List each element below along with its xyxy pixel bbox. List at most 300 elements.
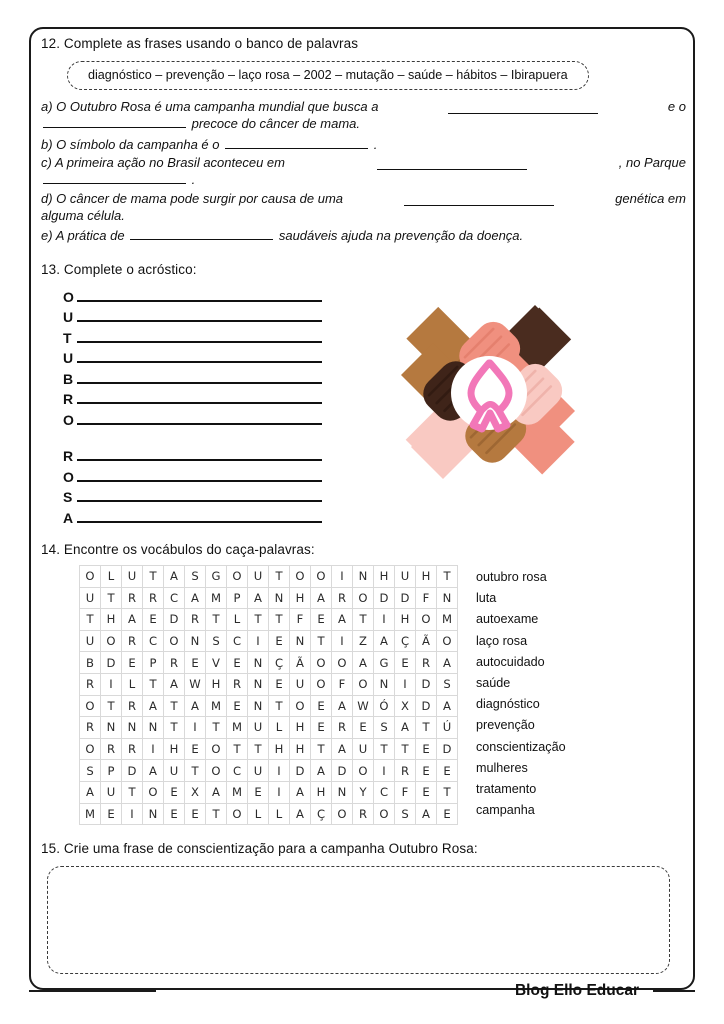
word-search-cell[interactable]: A <box>332 738 353 760</box>
item-e-line <box>41 226 686 247</box>
word-search-cell[interactable]: F <box>416 587 437 609</box>
answer-box[interactable] <box>47 866 670 974</box>
word-list-item: diagnóstico <box>476 697 540 712</box>
word-search-cell[interactable]: A <box>374 630 395 652</box>
word-search-cell[interactable]: L <box>269 803 290 825</box>
word-search-cell[interactable]: O <box>374 803 395 825</box>
word-search-cell[interactable]: N <box>290 630 311 652</box>
word-list-item: prevenção <box>476 718 535 733</box>
word-search-cell[interactable]: U <box>353 738 374 760</box>
word-search-cell[interactable]: Ç <box>395 630 416 652</box>
word-search-cell[interactable]: T <box>311 738 332 760</box>
word-search-cell[interactable]: W <box>353 695 374 717</box>
word-search-cell[interactable]: T <box>206 803 227 825</box>
word-search-cell[interactable]: Ã <box>290 652 311 674</box>
word-search-cell[interactable]: A <box>332 609 353 631</box>
word-search-cell[interactable]: I <box>332 630 353 652</box>
word-list-item: autoexame <box>476 612 539 627</box>
word-search-cell[interactable]: O <box>311 566 332 588</box>
word-search-cell[interactable]: T <box>269 695 290 717</box>
word-search-cell[interactable]: E <box>311 609 332 631</box>
word-search-cell[interactable]: A <box>290 803 311 825</box>
word-search-cell[interactable]: R <box>353 803 374 825</box>
blank-e-1[interactable] <box>130 227 273 240</box>
word-search-cell[interactable]: F <box>290 609 311 631</box>
word-search-cell[interactable]: M <box>206 695 227 717</box>
word-search-cell[interactable]: O <box>353 673 374 695</box>
word-search-cell[interactable]: O <box>332 652 353 674</box>
word-search-cell[interactable]: O <box>311 673 332 695</box>
word-search-row <box>80 652 458 674</box>
word-search-cell[interactable]: R <box>122 630 143 652</box>
word-search-cell[interactable]: O <box>227 803 248 825</box>
word-search-cell[interactable]: A <box>185 695 206 717</box>
word-search-cell[interactable]: E <box>311 717 332 739</box>
word-search-cell[interactable]: E <box>353 717 374 739</box>
blank-a-2[interactable] <box>43 115 186 128</box>
word-search-cell[interactable]: Z <box>353 630 374 652</box>
acrostic-letter: T <box>63 329 72 346</box>
word-search-cell[interactable]: D <box>332 760 353 782</box>
word-search-cell[interactable]: O <box>206 760 227 782</box>
word-search-cell[interactable]: O <box>80 566 101 588</box>
blank-d-1[interactable] <box>404 193 554 206</box>
word-search-cell[interactable]: D <box>122 760 143 782</box>
word-search-cell[interactable]: E <box>437 760 458 782</box>
word-search-cell[interactable]: A <box>311 760 332 782</box>
word-search-cell[interactable]: H <box>101 609 122 631</box>
acrostic-letter: A <box>63 509 74 526</box>
word-search-cell[interactable]: E <box>269 673 290 695</box>
word-search-cell[interactable]: N <box>248 652 269 674</box>
word-search-cell[interactable]: I <box>374 609 395 631</box>
item-c-text3: . <box>191 172 196 187</box>
word-search-cell[interactable]: P <box>143 652 164 674</box>
word-search-cell[interactable]: T <box>437 781 458 803</box>
word-search-cell[interactable]: I <box>101 673 122 695</box>
word-search-cell[interactable]: U <box>164 760 185 782</box>
word-search-cell[interactable]: H <box>311 781 332 803</box>
acrostic-blank-line[interactable] <box>77 500 322 502</box>
word-search-cell[interactable]: N <box>353 566 374 588</box>
word-bank: diagnóstico – prevenção – laço rosa – 2002 – mutação – saúde – hábitos – Ibirapuera <box>67 61 589 90</box>
word-search-row <box>80 717 458 739</box>
word-search-cell[interactable]: E <box>227 652 248 674</box>
word-search-cell[interactable]: U <box>290 673 311 695</box>
word-search-cell[interactable]: E <box>185 738 206 760</box>
word-search-cell[interactable]: D <box>101 652 122 674</box>
word-search-cell[interactable]: C <box>374 781 395 803</box>
acrostic-row-top-1 <box>63 307 686 328</box>
word-search-cell[interactable]: O <box>311 652 332 674</box>
word-search-cell[interactable]: C <box>143 630 164 652</box>
question-12-section <box>41 36 686 247</box>
word-search-cell[interactable]: T <box>227 738 248 760</box>
word-search-cell[interactable]: R <box>164 652 185 674</box>
word-search-cell[interactable]: N <box>437 587 458 609</box>
word-search-cell[interactable]: D <box>416 695 437 717</box>
word-list-item: saúde <box>476 676 511 691</box>
word-search-cell[interactable]: O <box>290 695 311 717</box>
word-search-cell[interactable]: H <box>290 587 311 609</box>
word-search-cell[interactable]: Ó <box>374 695 395 717</box>
word-search-cell[interactable]: U <box>122 566 143 588</box>
word-list-item: laço rosa <box>476 633 528 648</box>
item-e-text2: saudáveis ajuda na prevenção da doença. <box>278 228 524 243</box>
word-search-cell[interactable]: D <box>395 587 416 609</box>
question-15-section <box>41 841 686 974</box>
word-search-cell[interactable]: R <box>332 587 353 609</box>
word-search-row <box>80 803 458 825</box>
word-search-cell[interactable]: R <box>122 695 143 717</box>
word-search-cell[interactable]: I <box>143 738 164 760</box>
word-search-cell[interactable]: R <box>185 609 206 631</box>
word-search-cell[interactable]: U <box>80 587 101 609</box>
word-search-cell[interactable]: E <box>227 695 248 717</box>
word-search-cell[interactable]: E <box>185 652 206 674</box>
word-search-cell[interactable]: T <box>101 587 122 609</box>
word-search-cell[interactable]: N <box>143 717 164 739</box>
blank-b-1[interactable] <box>225 136 368 149</box>
word-search-cell[interactable]: T <box>122 781 143 803</box>
word-search-cell[interactable]: H <box>290 738 311 760</box>
word-search-cell[interactable]: N <box>185 630 206 652</box>
word-search-cell[interactable]: R <box>227 673 248 695</box>
acrostic-letter: O <box>63 288 74 305</box>
item-d-line2: alguma célula. <box>41 207 125 223</box>
item-c-text1: c) A primeira ação no Brasil aconteceu em <box>41 155 285 170</box>
word-search-cell[interactable]: A <box>437 695 458 717</box>
word-search-cell[interactable]: N <box>269 587 290 609</box>
word-search-cell[interactable]: R <box>332 717 353 739</box>
word-search-cell[interactable]: N <box>101 717 122 739</box>
word-search-cell[interactable]: I <box>185 717 206 739</box>
word-search-cell[interactable]: T <box>374 738 395 760</box>
word-search-cell[interactable]: O <box>437 630 458 652</box>
word-search-cell[interactable]: Ç <box>311 803 332 825</box>
word-search-cell[interactable]: H <box>206 673 227 695</box>
acrostic-blank-line[interactable] <box>77 480 322 482</box>
word-search-cell[interactable]: O <box>143 781 164 803</box>
acrostic-row-top-6 <box>63 410 686 431</box>
word-search-cell[interactable]: I <box>122 803 143 825</box>
word-search-cell[interactable]: T <box>269 566 290 588</box>
word-search-cell[interactable]: C <box>164 587 185 609</box>
word-search-cell[interactable]: H <box>395 609 416 631</box>
word-search-cell[interactable]: P <box>101 760 122 782</box>
word-search-cell[interactable]: T <box>185 760 206 782</box>
word-search-cell[interactable]: R <box>101 738 122 760</box>
word-search-cell[interactable]: E <box>416 738 437 760</box>
word-search-cell[interactable]: O <box>332 803 353 825</box>
word-search-cell[interactable]: E <box>437 803 458 825</box>
word-search-cell[interactable]: L <box>269 717 290 739</box>
word-search-cell[interactable]: A <box>248 587 269 609</box>
four-arms-pink-ribbon-illustration <box>385 283 590 505</box>
word-search-word-list <box>476 565 566 825</box>
word-search-cell[interactable]: O <box>80 695 101 717</box>
word-search-cell[interactable]: M <box>437 609 458 631</box>
word-search-cell[interactable]: H <box>290 717 311 739</box>
word-search-cell[interactable]: O <box>227 566 248 588</box>
word-search-cell[interactable]: G <box>206 566 227 588</box>
word-search-cell[interactable]: R <box>122 738 143 760</box>
word-search-cell[interactable]: T <box>248 609 269 631</box>
word-search-cell[interactable]: H <box>416 566 437 588</box>
footer <box>29 978 695 1004</box>
acrostic-row-top-3 <box>63 348 686 369</box>
acrostic-letter: R <box>63 448 74 465</box>
word-search-cell[interactable]: D <box>164 609 185 631</box>
word-search-cell[interactable]: T <box>101 695 122 717</box>
word-search-cell[interactable]: S <box>395 803 416 825</box>
acrostic-row-top-2 <box>63 328 686 349</box>
acrostic-blank-line[interactable] <box>77 320 322 322</box>
question-15-title: 15. Crie uma frase de conscientização para a campanha Outubro Rosa: <box>41 841 478 857</box>
word-search-cell[interactable]: D <box>374 587 395 609</box>
word-search-cell[interactable]: O <box>206 738 227 760</box>
word-search-cell[interactable]: X <box>185 781 206 803</box>
word-search-cell[interactable]: E <box>164 781 185 803</box>
word-search-cell[interactable]: E <box>164 803 185 825</box>
word-search-cell[interactable]: R <box>122 587 143 609</box>
word-search-cell[interactable]: A <box>332 695 353 717</box>
word-search-cell[interactable]: F <box>395 781 416 803</box>
acrostic-gap <box>63 430 686 446</box>
word-search-cell[interactable]: T <box>248 738 269 760</box>
question-13-title: 13. Complete o acróstico: <box>41 261 197 277</box>
word-search-cell[interactable]: M <box>227 781 248 803</box>
word-search-cell[interactable]: E <box>269 630 290 652</box>
word-search-cell[interactable]: S <box>80 760 101 782</box>
word-search-cell[interactable]: T <box>143 566 164 588</box>
blank-c-2[interactable] <box>43 171 186 184</box>
word-search-cell[interactable]: H <box>164 738 185 760</box>
acrostic-letter: O <box>63 468 74 485</box>
word-search-cell[interactable]: R <box>395 760 416 782</box>
word-search-cell[interactable]: C <box>227 760 248 782</box>
word-search-cell[interactable]: B <box>80 652 101 674</box>
word-search-cell[interactable]: R <box>80 673 101 695</box>
word-list-item: outubro rosa <box>476 570 547 584</box>
item-d-text2: genética em <box>615 190 686 206</box>
word-search-cell[interactable]: I <box>374 760 395 782</box>
blank-c-1[interactable] <box>377 157 527 170</box>
word-list-item: tratamento <box>476 782 537 797</box>
word-search-cell[interactable]: N <box>332 781 353 803</box>
question-14-title: 14. Encontre os vocábulos do caça-palavras: <box>41 542 315 557</box>
word-search-cell[interactable]: W <box>185 673 206 695</box>
word-search-cell[interactable]: Ç <box>269 652 290 674</box>
word-search-cell[interactable]: D <box>437 738 458 760</box>
word-search-cell[interactable]: I <box>269 781 290 803</box>
word-search-cell[interactable]: U <box>80 630 101 652</box>
word-search-cell[interactable]: O <box>164 630 185 652</box>
word-search-cell[interactable]: U <box>101 781 122 803</box>
word-search-cell[interactable]: E <box>185 803 206 825</box>
word-search-cell[interactable]: M <box>206 587 227 609</box>
word-search-cell[interactable]: N <box>143 803 164 825</box>
word-search-cell[interactable]: S <box>206 630 227 652</box>
blank-a-1[interactable] <box>448 101 598 114</box>
word-search-cell[interactable]: D <box>416 673 437 695</box>
acrostic-row-top-0 <box>63 287 686 308</box>
word-search-cell[interactable]: A <box>416 803 437 825</box>
acrostic-row-top-5 <box>63 389 686 410</box>
word-search-cell[interactable]: H <box>269 738 290 760</box>
item-c-line2 <box>41 170 686 191</box>
item-d-text1: d) O câncer de mama pode surgir por causa de uma <box>41 190 344 206</box>
word-search-cell[interactable]: U <box>248 566 269 588</box>
word-search-cell[interactable]: A <box>122 609 143 631</box>
word-search-row <box>80 630 458 652</box>
word-search-cell[interactable]: D <box>290 760 311 782</box>
word-search-cell[interactable]: U <box>248 760 269 782</box>
item-b-text1: b) O símbolo da campanha é o <box>41 136 220 152</box>
word-search-cell[interactable]: A <box>164 673 185 695</box>
word-search-cell[interactable]: T <box>206 609 227 631</box>
word-search-cell[interactable]: L <box>248 803 269 825</box>
word-search-cell[interactable]: O <box>353 587 374 609</box>
word-search-cell[interactable]: Ú <box>437 717 458 739</box>
word-search-cell[interactable]: T <box>164 717 185 739</box>
item-a-line1 <box>41 99 686 114</box>
word-search-cell[interactable]: E <box>311 695 332 717</box>
word-search-cell[interactable]: T <box>437 566 458 588</box>
word-search-cell[interactable]: U <box>395 566 416 588</box>
word-search-cell[interactable]: M <box>227 717 248 739</box>
word-search-cell[interactable]: P <box>227 587 248 609</box>
question-12-items <box>41 99 686 247</box>
word-search-cell[interactable]: T <box>143 673 164 695</box>
item-a-text3: precoce do câncer de mama. <box>191 116 360 131</box>
word-search-cell[interactable]: A <box>143 695 164 717</box>
word-search-cell[interactable]: A <box>206 781 227 803</box>
acrostic-blank-line[interactable] <box>77 382 322 384</box>
word-search-cell[interactable]: Ã <box>416 630 437 652</box>
question-12-title: 12. Complete as frases usando o banco de palavras <box>41 36 359 51</box>
word-search-cell[interactable]: A <box>395 717 416 739</box>
word-search-cell[interactable]: A <box>185 587 206 609</box>
word-search-grid[interactable] <box>79 565 458 825</box>
word-search-cell[interactable]: O <box>290 566 311 588</box>
word-search-cell[interactable]: C <box>227 630 248 652</box>
word-search-cell[interactable]: T <box>269 609 290 631</box>
acrostic-blank-line[interactable] <box>77 402 322 404</box>
word-search-cell[interactable]: T <box>80 609 101 631</box>
word-search-cell[interactable]: E <box>416 760 437 782</box>
word-search-cell[interactable]: N <box>122 717 143 739</box>
word-search-cell[interactable]: A <box>437 652 458 674</box>
word-search-cell[interactable]: N <box>248 695 269 717</box>
word-search-cell[interactable]: E <box>101 803 122 825</box>
word-search-cell[interactable]: T <box>353 609 374 631</box>
acrostic-blank-line[interactable] <box>77 423 322 425</box>
word-search-cell[interactable]: O <box>353 760 374 782</box>
word-search-cell[interactable]: E <box>395 652 416 674</box>
word-list-item: luta <box>476 591 497 606</box>
acrostic-blank-line[interactable] <box>77 459 322 461</box>
word-search-cell[interactable]: R <box>143 587 164 609</box>
word-search-cell[interactable]: E <box>248 781 269 803</box>
word-list-item: campanha <box>476 803 535 818</box>
acrostic-row-bottom-0 <box>63 446 686 467</box>
word-search-cell[interactable]: A <box>143 760 164 782</box>
acrostic-letter: S <box>63 489 73 506</box>
footer-rule-right <box>653 990 695 992</box>
word-search-cell[interactable]: T <box>206 717 227 739</box>
word-search-cell[interactable]: Y <box>353 781 374 803</box>
word-search-cell[interactable]: T <box>395 738 416 760</box>
word-search-cell[interactable]: S <box>437 673 458 695</box>
word-search-cell[interactable]: G <box>374 652 395 674</box>
word-search-cell[interactable]: T <box>164 695 185 717</box>
item-e-text1: e) A prática de <box>41 228 125 243</box>
question-14-section <box>41 542 686 825</box>
acrostic-letter: U <box>63 309 74 326</box>
word-search-cell[interactable]: F <box>332 673 353 695</box>
word-search-cell[interactable]: I <box>269 760 290 782</box>
word-search-cell[interactable]: A <box>80 781 101 803</box>
acrostic-blank-line[interactable] <box>77 521 322 523</box>
word-search-cell[interactable]: T <box>416 717 437 739</box>
footer-label: Blog Ello Educar <box>514 982 639 999</box>
word-search-cell[interactable]: R <box>416 652 437 674</box>
word-search-row <box>80 760 458 782</box>
word-search-cell[interactable]: E <box>416 781 437 803</box>
word-search-cell[interactable]: I <box>248 630 269 652</box>
content-area <box>41 36 686 974</box>
word-search-cell[interactable]: I <box>332 566 353 588</box>
word-search-cell[interactable]: U <box>248 717 269 739</box>
word-search-cell[interactable]: L <box>122 673 143 695</box>
word-search-cell[interactable]: T <box>311 630 332 652</box>
item-a-text1: a) O Outubro Rosa é uma campanha mundial que busca a <box>41 99 379 114</box>
word-search-cell[interactable]: N <box>248 673 269 695</box>
word-search-cell[interactable]: M <box>80 803 101 825</box>
word-search-cell[interactable]: N <box>374 673 395 695</box>
item-a-line2 <box>41 114 686 135</box>
word-search-cell[interactable]: S <box>185 566 206 588</box>
acrostic-row-bottom-2 <box>63 487 686 508</box>
word-search-cell[interactable]: A <box>164 566 185 588</box>
footer-rule-left <box>29 990 156 992</box>
word-search-cell[interactable]: H <box>374 566 395 588</box>
acrostic-blank-line[interactable] <box>77 300 322 302</box>
word-search-cell[interactable]: O <box>101 630 122 652</box>
word-search-cell[interactable]: O <box>416 609 437 631</box>
word-search-area <box>41 565 686 825</box>
word-search-cell[interactable]: I <box>395 673 416 695</box>
word-search-cell[interactable]: S <box>374 717 395 739</box>
word-search-cell[interactable]: L <box>101 566 122 588</box>
acrostic-blank-line[interactable] <box>77 341 322 343</box>
word-search-cell[interactable]: R <box>80 717 101 739</box>
word-search-cell[interactable]: A <box>290 781 311 803</box>
word-search-cell[interactable]: E <box>143 609 164 631</box>
word-search-row <box>80 587 458 609</box>
word-search-cell[interactable]: L <box>227 609 248 631</box>
word-search-cell[interactable]: O <box>80 738 101 760</box>
word-search-cell[interactable]: A <box>353 652 374 674</box>
word-search-row <box>80 673 458 695</box>
word-search-cell[interactable]: X <box>395 695 416 717</box>
word-search-cell[interactable]: A <box>311 587 332 609</box>
acrostic-blank-line[interactable] <box>77 361 322 363</box>
word-search-row <box>80 695 458 717</box>
word-search-cell[interactable]: E <box>122 652 143 674</box>
word-search-cell[interactable]: V <box>206 652 227 674</box>
